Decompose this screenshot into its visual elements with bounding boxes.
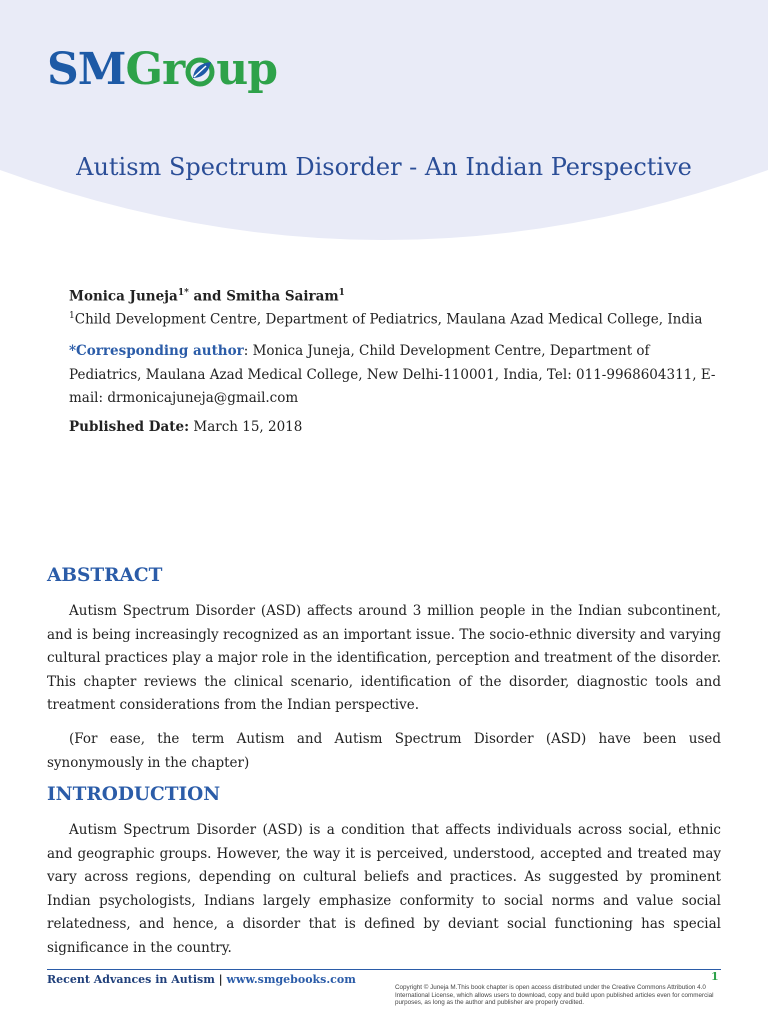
published-value: March 15, 2018: [189, 419, 303, 435]
footer-separator: |: [214, 973, 227, 986]
author-conjunction: and: [188, 288, 227, 305]
author-affil-marker: 1: [338, 288, 345, 298]
introduction-paragraph: Autism Spectrum Disorder (ASD) is a condition that affects individuals across social, ethnic and geographic groups. However, the way it is perceived, understood, accepted and treated may vary across regions, depending on cultural beliefs and practices. As suggested by prominent Indian psychologists, Indians largely emphasize conformity to social norms and value social relatedness, and hence, a disorder that is defined by deviant social functioning has special significance in the country.: [47, 822, 721, 956]
leaf-o-icon: [184, 55, 216, 87]
author-name: Monica Juneja: [69, 288, 178, 305]
footer-book-info: [47, 973, 356, 986]
header-band: [0, 0, 768, 240]
author-affil-marker: 1*: [177, 288, 189, 298]
page-number: 1: [711, 970, 719, 983]
chapter-title: Autism Spectrum Disorder - An Indian Perspective: [76, 153, 692, 181]
abstract-paragraph: Autism Spectrum Disorder (ASD) affects around 3 million people in the Indian subcontinent, and is being increasingly recognized as an important issue. The socio-ethnic diversity and varying cultural practices play a major role in the identification, perception and treatment of the disorder. This chapter reviews the clinical scenario, identification of the disorder, diagnostic tools and treatment considerations from the Indian perspective.: [47, 603, 721, 713]
introduction-heading: INTRODUCTION: [47, 784, 221, 805]
copyright-notice: Copyright © Juneja M.This book chapter is open access distributed under the Creative Commons Attribution 4.0 International License, which allows users to download, copy and build upon published articles even for commercial purposes, as long as the author and publisher are properly credited.: [395, 984, 714, 1006]
corresponding-author: [69, 340, 719, 411]
affiliation: [69, 311, 702, 328]
published-date: [69, 419, 302, 435]
corresponding-details: : Monica Juneja, Child Development Centre, Department of Pediatrics, Maulana Azad Medical College, New Delhi-110001, India, Tel: 011-9968604311, E-mail: drmonicajuneja@gmail.com: [69, 343, 716, 406]
book-title: Recent Advances in Autism: [47, 973, 215, 986]
smgroup-logo: SMGr up: [47, 44, 278, 95]
author-name: Smitha Sairam: [226, 288, 339, 305]
published-label: Published Date:: [69, 419, 190, 435]
affiliation-text: Child Development Centre, Department of Pediatrics, Maulana Azad Medical College, India: [74, 311, 703, 328]
affiliation-marker: 1: [69, 311, 75, 321]
author-line: [69, 288, 345, 305]
corresponding-label: *Corresponding author: [69, 343, 244, 359]
footer-divider: [47, 969, 721, 970]
abstract-heading: ABSTRACT: [47, 565, 163, 586]
abstract-note: (For ease, the term Autism and Autism Spectrum Disorder (ASD) have been used synonymously in the chapter): [47, 731, 721, 771]
website-link[interactable]: www.smgebooks.com: [226, 973, 356, 986]
